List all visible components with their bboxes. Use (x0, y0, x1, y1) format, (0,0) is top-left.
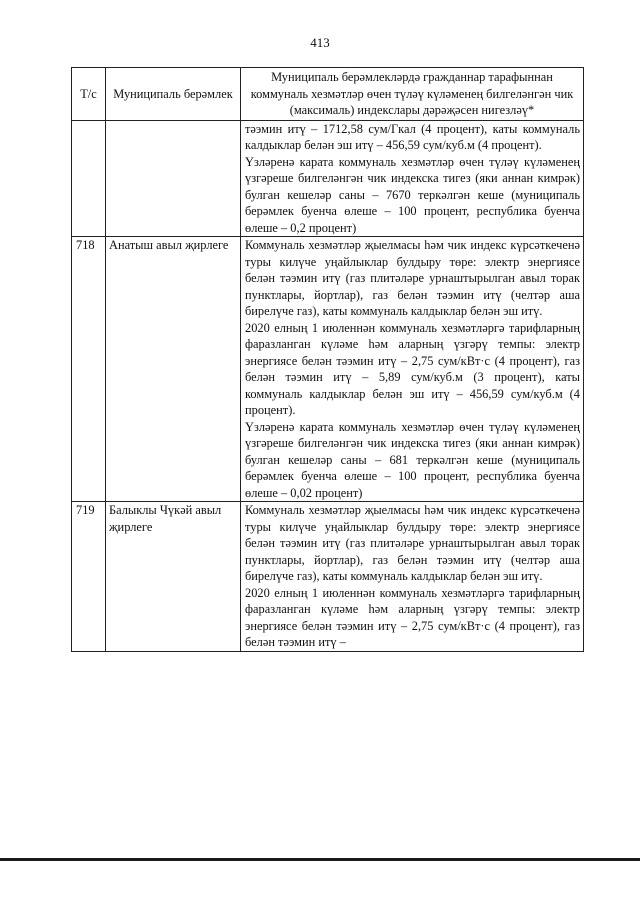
table-header-row (72, 68, 584, 121)
description-paragraph: Коммуналь хезмәтләр җыелмасы һәм чик индекс күрсәткеченә туры килүче уңайлыклар булдыру төре: электр энергиясе белән тәэмин итү (газ плитәләре урнаштырылган авыл торак пунктлары, йортлар), газ белән тәэмин итү (челтәр аша бирелүче газ), каты коммуналь калдыклар белән эш итү. (245, 503, 580, 583)
row-municipality: Анатыш авыл җирлеге (106, 237, 241, 502)
row-municipality: Балыклы Чүкәй авыл җирлеге (106, 502, 241, 652)
page-number: 413 (310, 35, 330, 50)
row-municipality (106, 120, 241, 237)
row-description (241, 120, 584, 237)
header-municipality: Муниципаль берәмлек (106, 68, 241, 121)
row-number: 719 (72, 502, 106, 652)
row-number: 718 (72, 237, 106, 502)
table-row (72, 120, 584, 237)
description-paragraph: 2020 елның 1 июленнән коммуналь хезмәтләргә тарифларның фаразланган күләме һәм аларның үзгәрү темпы: электр энергиясе белән тәэмин итү – 2,75 сум/кВт·с (4 процент), газ белән тәэмин итү – 5,89 сум/куб.м (3 процент), каты коммуналь калдыклар белән эш итү – 456,59 сум/куб.м (4 процент). (245, 320, 580, 417)
table-row (72, 502, 584, 652)
row-description (241, 502, 584, 652)
header-number: Т/с (72, 68, 106, 121)
row-number (72, 120, 106, 237)
description-paragraph: 2020 елның 1 июленнән коммуналь хезмәтләргә тарифларның фаразланган күләме һәм аларның үзгәрү темпы: электр энергиясе белән тәэмин итү – 2,75 сум/кВт·с (4 процент), газ белән тәэмин итү – (245, 585, 580, 649)
description-paragraph: тәэмин итү – 1712,58 сум/Гкал (4 процент), каты коммуналь калдыклар белән эш итү – 456,59 сум/куб.м (4 процент). (245, 121, 580, 152)
description-paragraph: Коммуналь хезмәтләр җыелмасы һәм чик индекс күрсәткеченә туры килүче уңайлыклар булдыру төре: электр энергиясе белән тәэмин итү (газ плитәләре урнаштырылган авыл торак пунктлары, йортлар), газ белән тәэмин итү (челтәр аша бирелүче газ), каты коммуналь калдыклар белән эш итү. (245, 238, 580, 318)
row-description (241, 237, 584, 502)
bottom-rule (0, 858, 640, 861)
description-paragraph: Үзләренә карата коммуналь хезмәтләр өчен түләү күләменең үзгәреше билгеләнгән чик индекска тигез (яки аннан кимрәк) булган кешеләр саны – 681 теркәлгән кеше (муниципаль берәмлек буенча өлеше – 100 процент, республика буенча өлеше – 0,02 процент) (245, 419, 580, 500)
description-paragraph: Үзләренә карата коммуналь хезмәтләр өчен түләү күләменең үзгәреше билгеләнгән чик индекска тигез (яки аннан кимрәк) булган кешеләр саны – 7670 теркәлгән кеше (муниципаль берәмлек буенча өлеше – 100 процент, республика буенча өлеше – 0,2 процент) (245, 154, 580, 235)
header-description: Муниципаль берәмлекләрдә гражданнар тарафыннан коммуналь хезмәтләр өчен түләү күләменең билгеләнгән чик (максималь) индекслары дәрәҗәсен нигезләү* (241, 68, 584, 121)
table-row (72, 237, 584, 502)
indices-table (71, 67, 584, 652)
